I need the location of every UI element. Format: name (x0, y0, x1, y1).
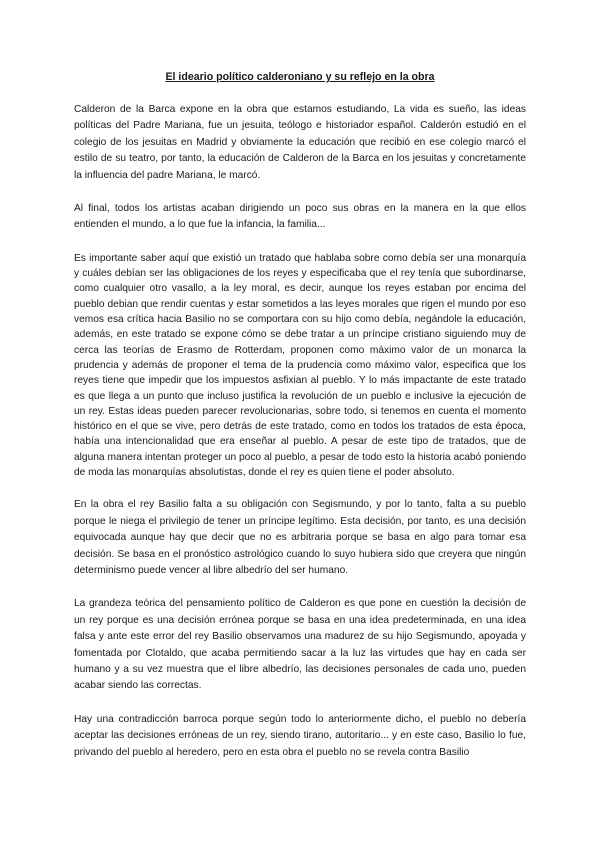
paragraph-basilio: En la obra el rey Basilio falta a su obligación con Segismundo, y por lo tanto, falta a su pueblo porque le niega el privilegio de tener un príncipe legítimo. Esta decisión, por tanto, es una decisión equivocada aunque hay que decir que no es arbitraria porque se basa en algo para tomar esa decisión. Se basa en el pronóstico astrológico cuando lo suyo hubiera sido que creyera que ningún determinismo puede vencer al libre albedrío del ser humano. (74, 499, 526, 576)
paragraph-treatise: Es importante saber aquí que existió un tratado que hablaba sobre como debía ser una monarquía y cuáles debían ser las obligaciones de los reyes y especificaba que el rey tenía que subordinarse, como cualquier otro vasallo, a la ley moral, es decir, aunque los reyes estaban por encima del pueblo debian que rendir cuentas y estar sometidos a las leyes morales que rigen el mundo por eso vemos esa crítica hacia Basilio no se comportara con su hijo como debía, negándole la educación, además, en este tratado se expone cómo se debe tratar a un príncipe cristiano siguiendo muy de cerca las teorías de Erasmo de Rotterdam, proponen como máximo valor de un monarca la prudencia y además de proponer el tema de la prudencia como máximo valor, especifica que los reyes tiene que impedir que los impuestos asfixian al pueblo. Y lo más impactante de este tratado es que llega a un punto que incluso justifica la revolución de un pueblo e inclusive la ejecución de un rey. Estas ideas pueden parecer revolucionarias, sobre todo, si tenemos en cuenta el momento histórico en el que se vive, pero detrás de este tratado, como en todos los tratados de esta época, había una intencionalidad que era enseñar al pueblo. A pesar de este tipo de tratados, que de alguna manera intentan proteger un poco al pueblo, a pesar de todo esto la historia acabó poniendo de moda las monarquías absolutistas, donde el rey es quien tiene el poder absoluto. (74, 252, 526, 478)
paragraph-intro: Calderon de la Barca expone en la obra que estamos estudiando, La vida es sueño, las ideas políticas del Padre Mariana, fue un jesuita, teólogo e historiador español. Calderón estudió en el colegio de los jesuitas en Madrid y obviamente la educación que recibió en ese colegio marcó el estilo de su teatro, por tanto, la educación de Calderon de la Barca en los jesuitas y concretamente la influencia del padre Mariana, le marcó. (74, 104, 526, 181)
paragraph-contradiccion: Hay una contradicción barroca porque según todo lo anteriormente dicho, el pueblo no debería aceptar las decisiones erróneas de un rey, siendo tirano, autoritario... y en este caso, Basilio lo fue, privando del pueblo al heredero, pero en esta obra el pueblo no se revela contra Basilio (74, 713, 526, 758)
paragraph-grandeza: La grandeza teórica del pensamiento político de Calderon es que pone en cuestión la decisión de un rey porque es una decisión errónea porque se basa en una idea predeterminada, en una idea falsa y ante este error del rey Basilio observamos una madurez de su hijo Segismundo, apoyada y fomentada por Clotaldo, que acaba permitiendo sacar a la luz las virtudes que hay en cada ser humano y a su vez muestra que el libre albedrío, las decisiones personales de cada uno, pueden acabar siendo las correctas. (74, 598, 526, 692)
paragraph-artists: Al final, todos los artistas acaban dirigiendo un poco sus obras en la manera en la que ellos entienden el mundo, a lo que fue la infancia, la familia... (74, 203, 526, 231)
document-title: El ideario político calderoniano y su reflejo en la obra (165, 71, 435, 83)
